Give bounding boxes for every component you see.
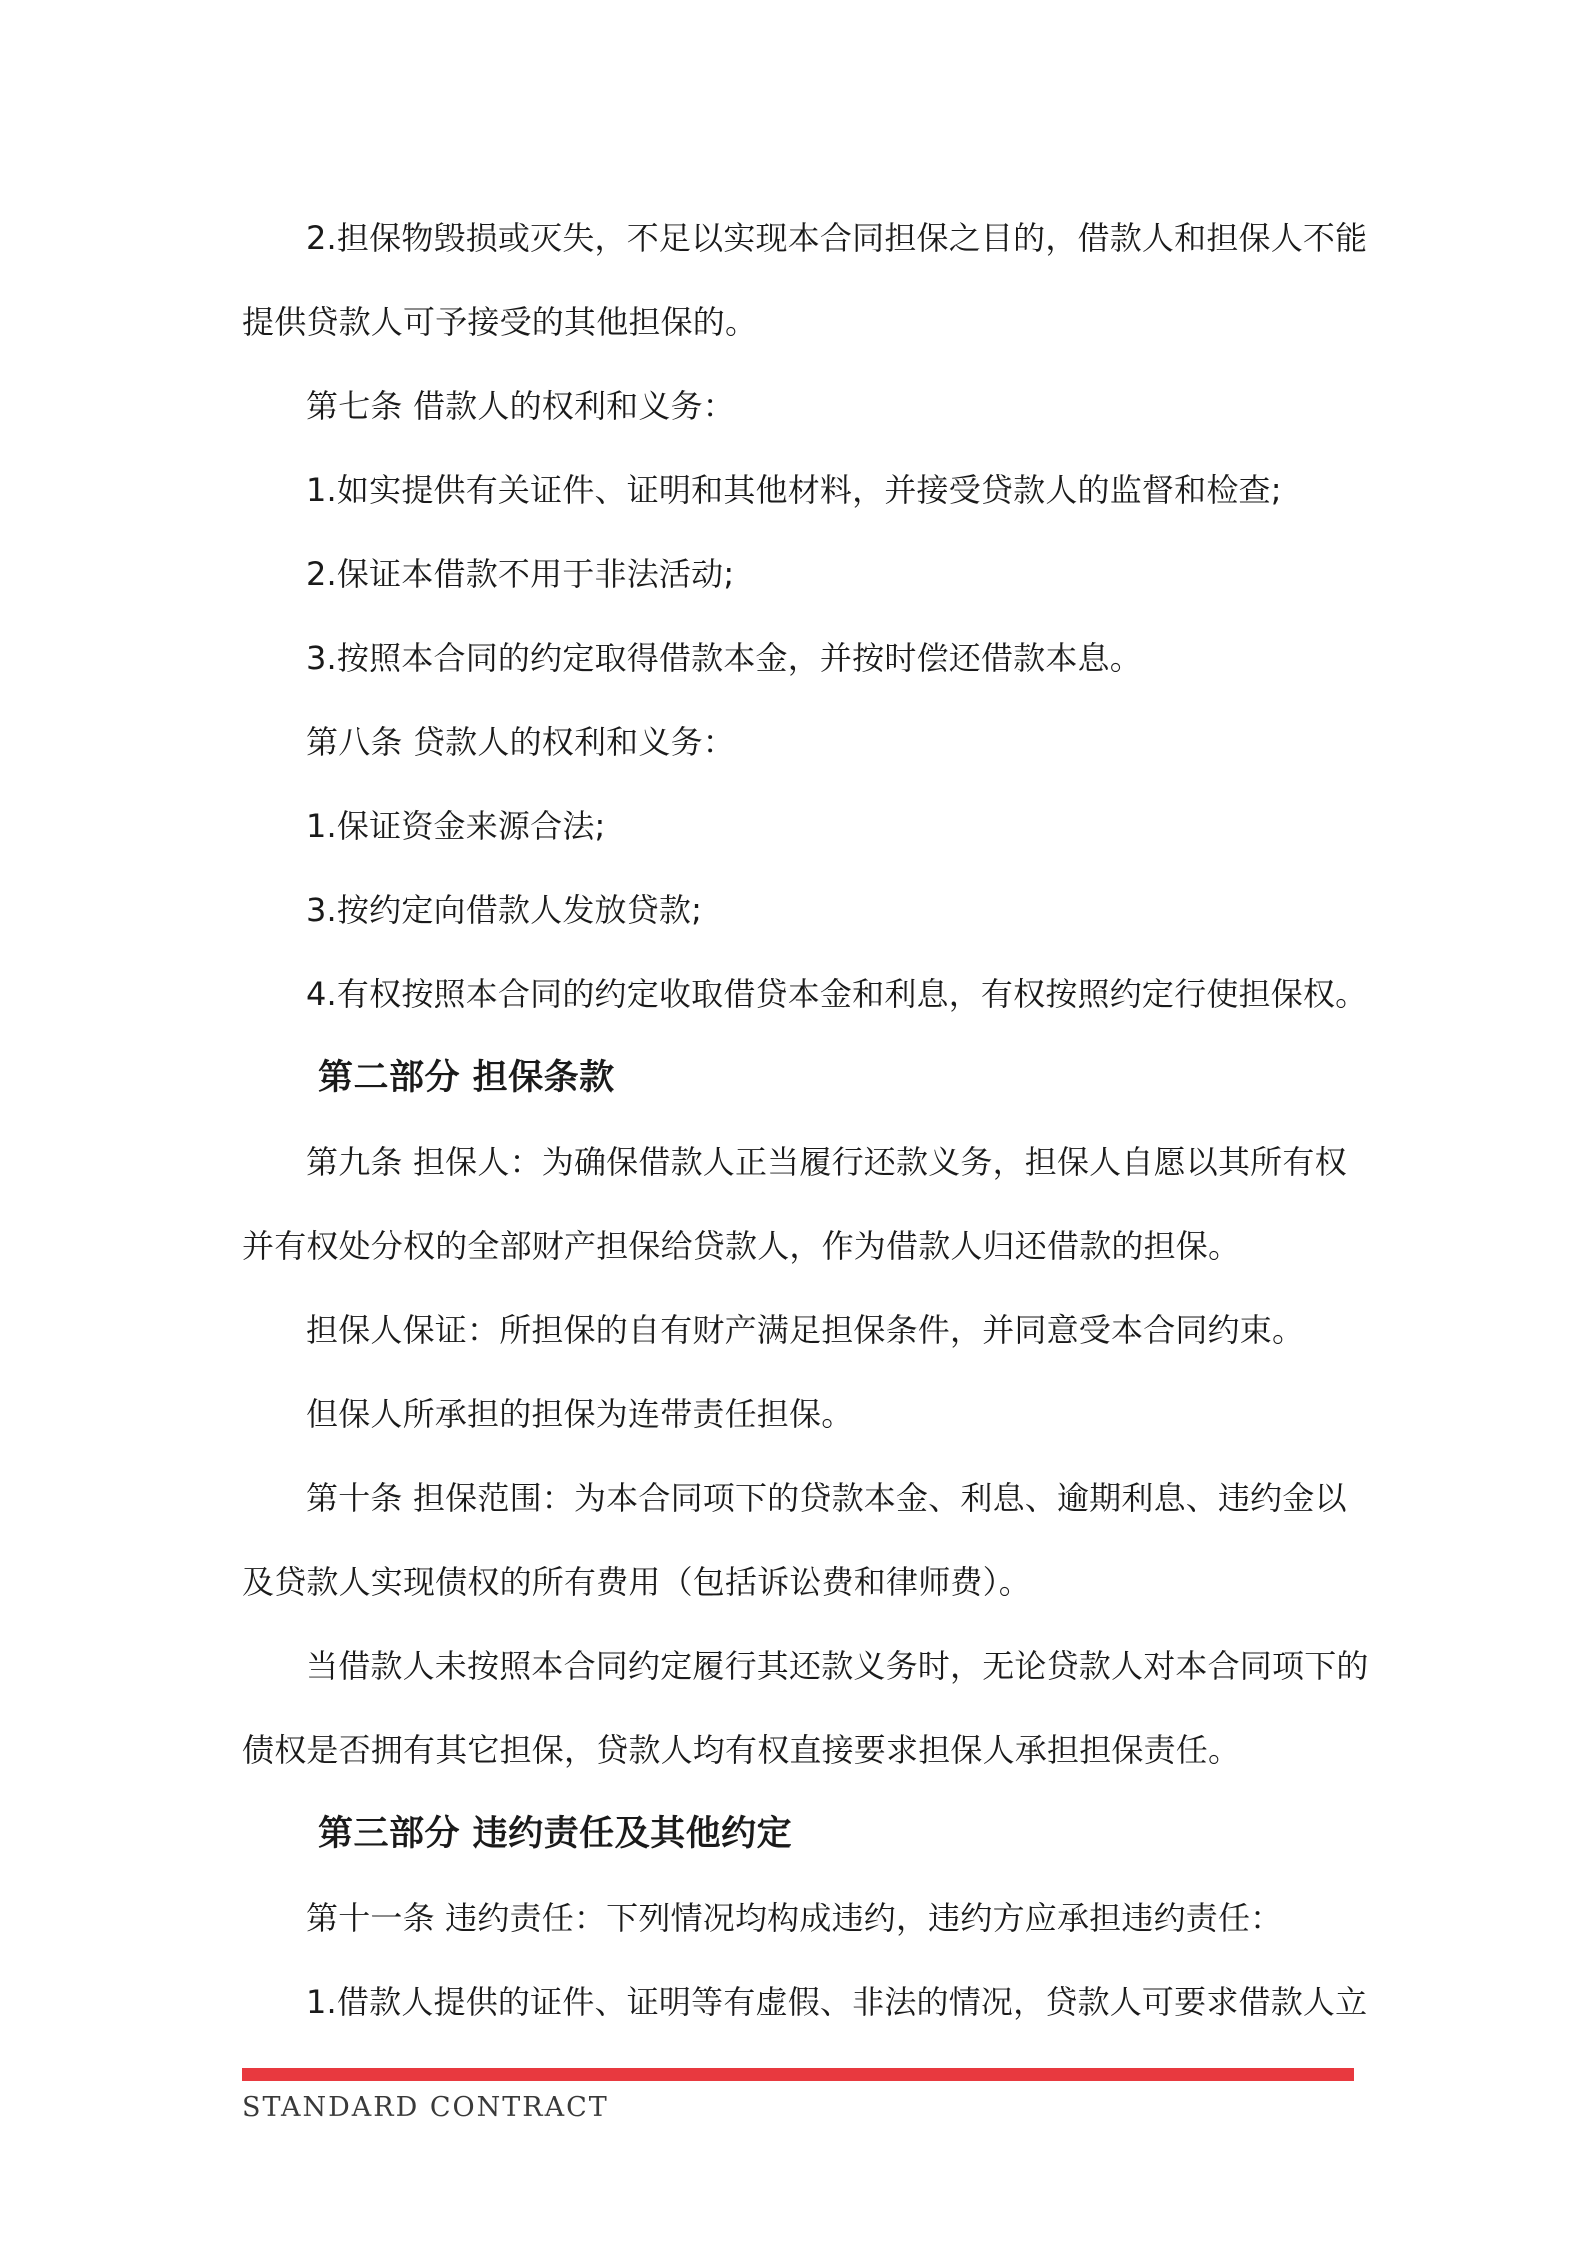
article-title: 第七条 借款人的权利和义务： — [306, 387, 735, 425]
clause-line: 2.担保物毁损或灭失，不足以实现本合同担保之目的，借款人和担保人不能 — [306, 219, 1368, 257]
clause-line: 3.按约定向借款人发放贷款; — [306, 891, 703, 929]
clause-line: 1.借款人提供的证件、证明等有虚假、非法的情况，贷款人可要求借款人立 — [306, 1983, 1368, 2021]
footer-accent-bar — [242, 2068, 1354, 2081]
footer-label: STANDARD CONTRACT — [242, 2092, 609, 2123]
section-heading: 第二部分 担保条款 — [318, 1058, 615, 1098]
clause-line: 及贷款人实现债权的所有费用（包括诉讼费和律师费）。 — [242, 1563, 1032, 1601]
clause-line: 提供贷款人可予接受的其他担保的。 — [242, 303, 758, 341]
clause-line: 1.如实提供有关证件、证明和其他材料，并接受贷款人的监督和检查; — [306, 471, 1282, 509]
clause-line: 债权是否拥有其它担保，贷款人均有权直接要求担保人承担担保责任。 — [242, 1731, 1241, 1769]
clause-line: 当借款人未按照本合同约定履行其还款义务时，无论贷款人对本合同项下的 — [306, 1647, 1369, 1685]
clause-line: 2.保证本借款不用于非法活动; — [306, 555, 735, 593]
article-title: 第十条 担保范围：为本合同项下的贷款本金、利息、逾期利息、违约金以 — [306, 1479, 1347, 1517]
contract-body — [242, 196, 1369, 2044]
article-title: 第十一条 违约责任：下列情况均构成违约，违约方应承担违约责任： — [306, 1899, 1283, 1937]
clause-line: 1.保证资金来源合法; — [306, 807, 606, 845]
clause-line: 担保人保证：所担保的自有财产满足担保条件，并同意受本合同约束。 — [306, 1311, 1305, 1349]
section-heading: 第三部分 违约责任及其他约定 — [318, 1814, 793, 1854]
clause-line: 并有权处分权的全部财产担保给贷款人，作为借款人归还借款的担保。 — [242, 1227, 1241, 1265]
article-title: 第八条 贷款人的权利和义务： — [306, 723, 735, 761]
article-title: 第九条 担保人：为确保借款人正当履行还款义务，担保人自愿以其所有权 — [306, 1143, 1347, 1181]
clause-line: 4.有权按照本合同的约定收取借贷本金和利息，有权按照约定行使担保权。 — [306, 975, 1368, 1013]
clause-line: 但保人所承担的担保为连带责任担保。 — [306, 1395, 854, 1433]
clause-line: 3.按照本合同的约定取得借款本金，并按时偿还借款本息。 — [306, 639, 1142, 677]
